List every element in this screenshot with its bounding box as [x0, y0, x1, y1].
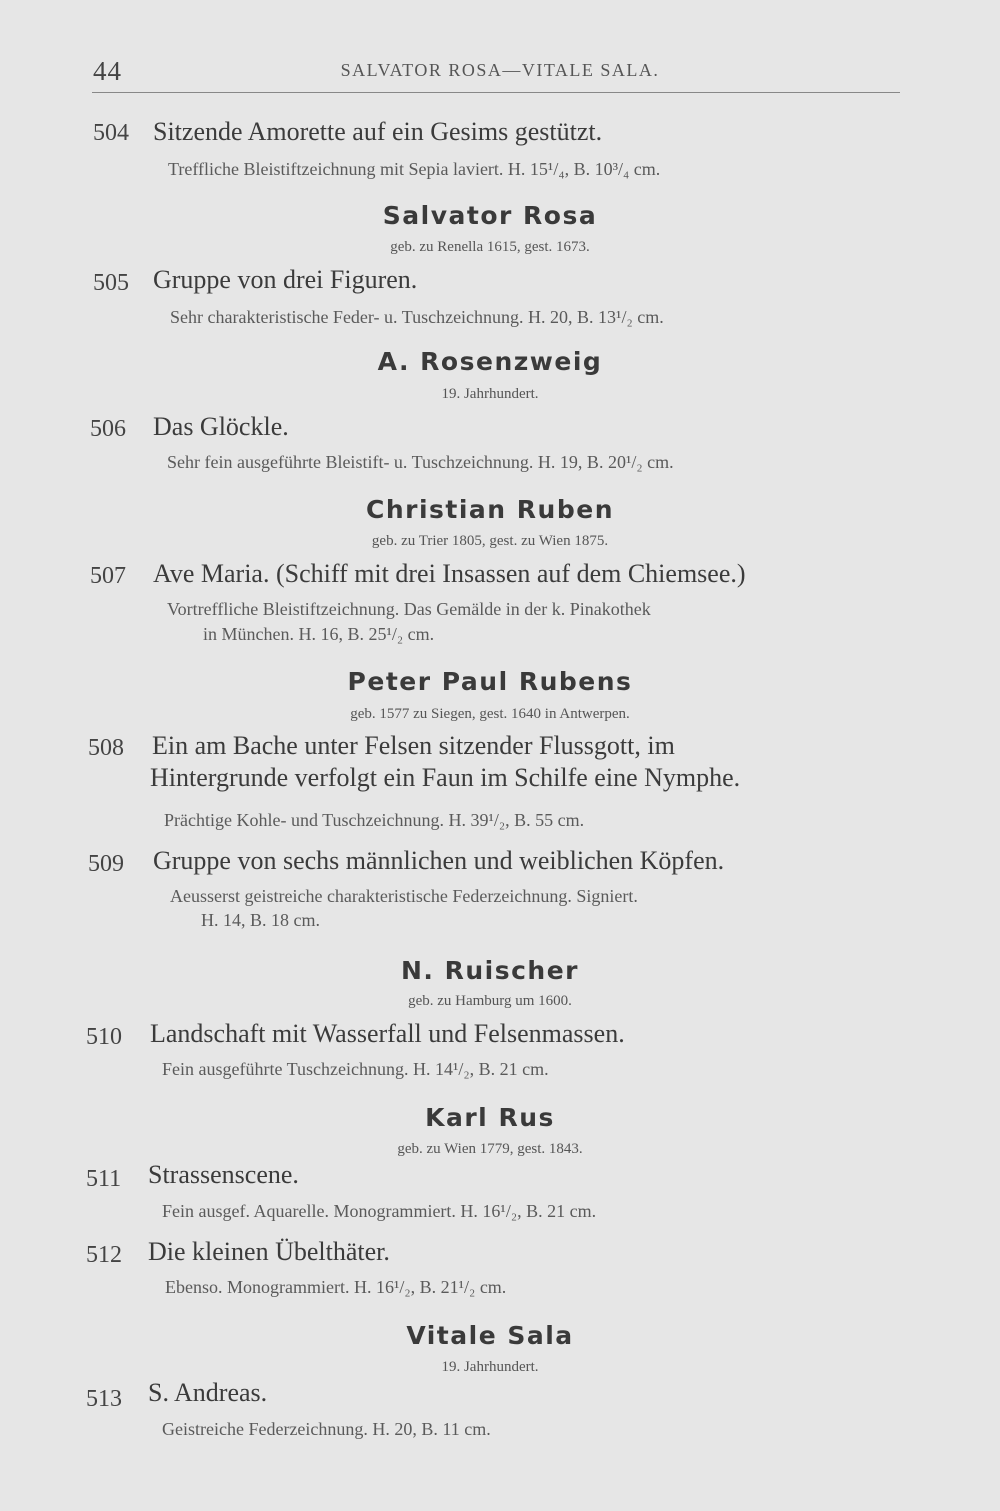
lot-title: Gruppe von drei Figuren. [153, 265, 418, 294]
lot-title: Sitzende Amorette auf ein Gesims gestützt. [153, 117, 603, 146]
lot-description: Sehr fein ausgeführte Bleistift- u. Tuschzeichnung. H. 19, B. 20¹/₂ cm. [167, 452, 674, 472]
lot-description: Treffliche Bleistiftzeichnung mit Sepia laviert. H. 15¹/₄, B. 10³/₄ cm. [168, 159, 661, 179]
lot-description: Fein ausgeführte Tuschzeichnung. H. 14¹/₂, B. 21 cm. [162, 1059, 549, 1079]
lot-description-continued: H. 14, B. 18 cm. [201, 910, 320, 930]
artist-heading: Salvator Rosa [382, 201, 598, 230]
artist-heading: N. Ruischer [400, 956, 580, 985]
lot-description: Sehr charakteristische Feder- u. Tuschzeichnung. H. 20, B. 13¹/₂ cm. [170, 307, 664, 327]
lot-number: 504 [93, 120, 129, 146]
lot-title: S. Andreas. [148, 1378, 268, 1407]
artist-heading: Vitale Sala [406, 1321, 574, 1350]
lot-description: Fein ausgef. Aquarelle. Monogrammiert. H. 16¹/₂, B. 21 cm. [162, 1201, 597, 1221]
lot-title: Gruppe von sechs männlichen und weiblichen Köpfen. [153, 846, 725, 875]
lot-number: 510 [86, 1024, 122, 1050]
lot-description-continued: in München. H. 16, B. 25¹/₂ cm. [203, 624, 435, 644]
lot-number: 509 [88, 851, 124, 877]
lot-title: Strassenscene. [148, 1160, 299, 1189]
lot-title: Ein am Bache unter Felsen sitzender Flussgott, im [152, 731, 675, 760]
lot-number: 513 [86, 1386, 122, 1412]
lot-description: Aeusserst geistreiche charakteristische Federzeichnung. Signiert. [170, 886, 638, 906]
artist-heading: Peter Paul Rubens [347, 667, 633, 696]
lot-title: Ave Maria. (Schiff mit drei Insassen auf dem Chiemsee.) [153, 559, 746, 588]
artist-heading: Christian Ruben [365, 495, 614, 524]
lot-title: Das Glöckle. [153, 412, 289, 441]
lot-number: 505 [93, 270, 129, 296]
running-head: SALVATOR ROSA—VITALE SALA. [340, 60, 660, 80]
lot-number: 508 [88, 735, 124, 761]
artist-dates: geb. zu Hamburg um 1600. [408, 993, 572, 1009]
lot-number: 511 [86, 1166, 122, 1192]
artist-dates: geb. zu Wien 1779, gest. 1843. [397, 1141, 583, 1157]
artist-dates: geb. 1577 zu Siegen, gest. 1640 in Antwerpen. [350, 706, 630, 722]
lot-description: Geistreiche Federzeichnung. H. 20, B. 11 cm. [162, 1419, 491, 1439]
lot-description: Vortreffliche Bleistiftzeichnung. Das Gemälde in der k. Pinakothek [167, 599, 651, 619]
artist-dates: geb. zu Renella 1615, gest. 1673. [390, 239, 590, 255]
artist-heading: A. Rosenzweig [377, 347, 603, 376]
lot-number: 512 [86, 1242, 122, 1268]
artist-heading: Karl Rus [425, 1103, 555, 1132]
lot-number: 507 [90, 563, 126, 589]
lot-number: 506 [90, 416, 126, 442]
artist-dates: geb. zu Trier 1805, gest. zu Wien 1875. [371, 533, 609, 549]
lot-description: Ebenso. Monogrammiert. H. 16¹/₂, B. 21¹/₂ cm. [165, 1277, 507, 1297]
lot-title-continued: Hintergrunde verfolgt ein Faun im Schilfe eine Nymphe. [150, 763, 741, 792]
lot-title: Die kleinen Übelthäter. [148, 1237, 390, 1266]
page-number: 44 [93, 56, 122, 86]
header-rule [92, 92, 900, 93]
lot-title: Landschaft mit Wasserfall und Felsenmassen. [150, 1019, 625, 1048]
artist-dates: 19. Jahrhundert. [441, 1359, 539, 1375]
artist-dates: 19. Jahrhundert. [441, 386, 539, 402]
lot-description: Prächtige Kohle- und Tuschzeichnung. H. 39¹/₂, B. 55 cm. [164, 810, 585, 830]
